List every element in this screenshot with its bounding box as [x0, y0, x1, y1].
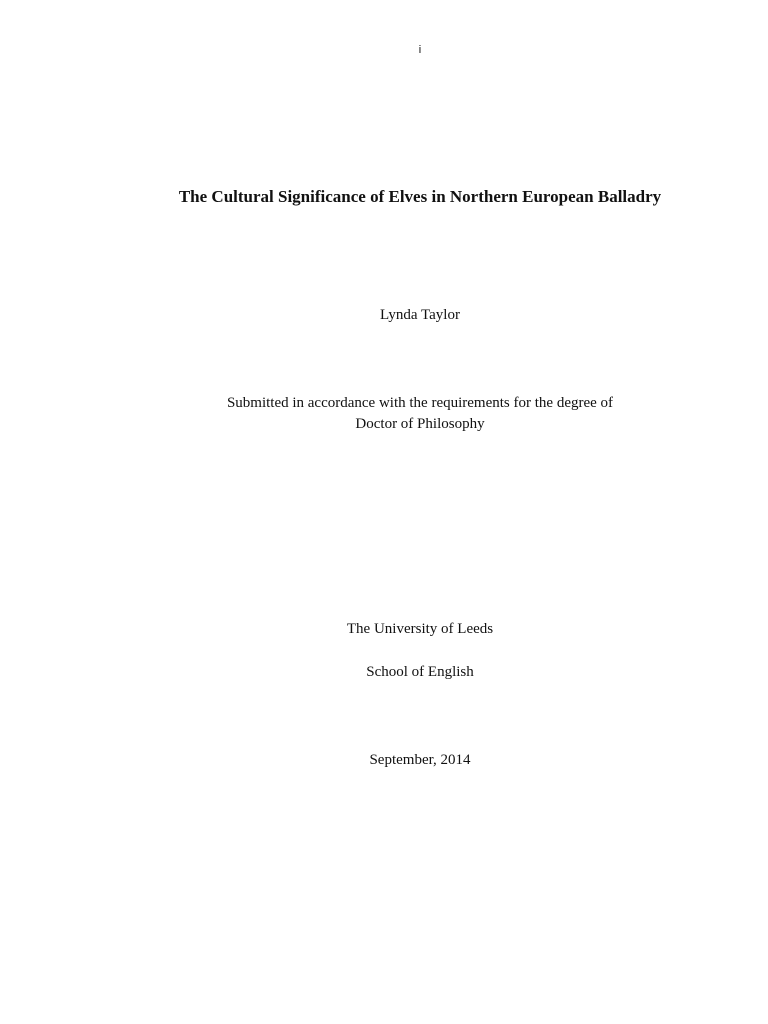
university-name: The University of Leeds: [346, 621, 494, 637]
submission-statement-line-1: Submitted in accordance with the requirements for the degree of: [226, 395, 614, 411]
page-number: i: [418, 44, 422, 56]
submission-date: September, 2014: [369, 752, 471, 768]
thesis-title: The Cultural Significance of Elves in Northern European Balladry: [178, 187, 662, 206]
degree-name: Doctor of Philosophy: [355, 416, 485, 432]
school-name: School of English: [366, 664, 474, 680]
author-name: Lynda Taylor: [380, 307, 460, 323]
